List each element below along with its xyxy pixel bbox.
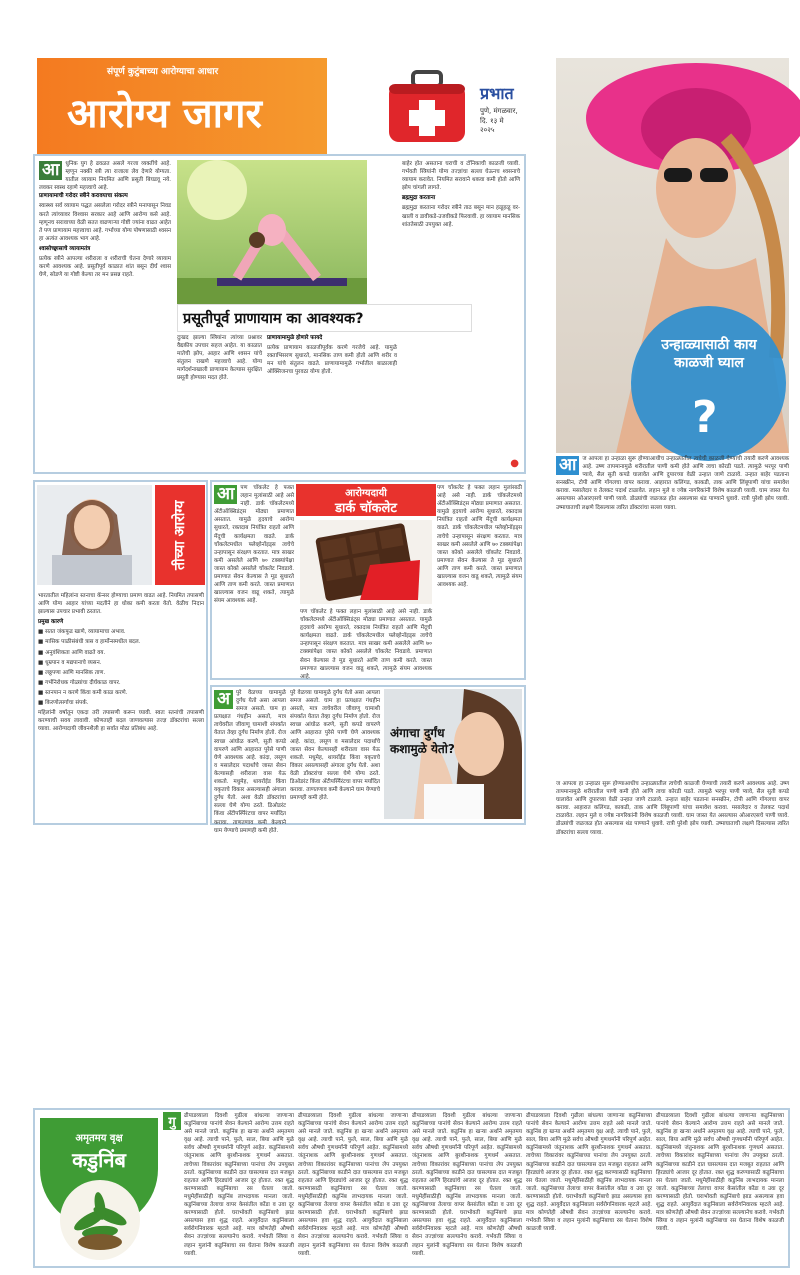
pranayam-col4-text: बाहेर होत असताना घराची व टॉनिकाची काळजी घ्यावी. गर्भवती स्त्रियांनी योग्य तज्ज्ञांचा सल्ला घेऊनच श्वसनाचे व्यायाम करावेत. नियमित सरावाने थकवा कमी होतो आणि झोप चांगली लागते.: [402, 161, 520, 192]
summer-question-mark: ?: [692, 392, 718, 443]
masthead-tagline: संपूर्ण कुटुंबाच्या आरोग्याचा आधार: [107, 67, 219, 77]
pranayam-headline: प्रसूतीपूर्व प्राणायाम का आवश्यक?: [177, 304, 472, 332]
women-health-subhead: प्रमुख कारणे: [38, 619, 64, 626]
drop-cap: आ: [556, 456, 579, 475]
odor-col-1: [214, 689, 286, 834]
summer-headline: उन्हाळ्यासाठी काय काळजी घ्याल: [661, 337, 757, 371]
pranayam-column-2: [177, 334, 262, 470]
pranayam-subhead-2: श्वासोच्छ्वासाचे व्यायामतंत्र: [39, 245, 91, 252]
yoga-photo: [177, 160, 367, 310]
neem-banner-line-2: कडुनिंब: [72, 1148, 126, 1172]
pranayam-subhead-4: ब्रह्ममुद्रा करताना: [402, 195, 436, 202]
chocolate-col-1: [214, 484, 294, 676]
chocolate-text-3: पण चॉकलेट हे फक्त लहान मुलांसाठी आहे असे नाही. डार्क चॉकलेटमध्ये अँटीऑक्सिडंट्स मोठ्या प्रमाणात असतात. यामुळे हृदयाचे आरोग्य सुधारते, रक्तदाब नियंत्रित राहतो आणि मेंदूची कार्यक्षमता वाढते. डार्क चॉकलेटमधील फ्लेव्होनॉइड्स त्वचेचे उन्हापासून संरक्षण करतात. मात्र साखर कमी असलेले आणि ७० टक्क्यांपेक्षा जास्त कोको असलेले चॉकलेट निवडावे. प्रमाणात सेवन केल्यास ते मूड सुधारते आणि ताण कमी करते. जास्त प्रमाणात खाल्ल्यास वजन वाढू शकते, त्यामुळे संयम आवश्यक आहे.: [437, 485, 522, 589]
neem-col-1: [184, 1112, 294, 1264]
pranayam-col3-text: प्रत्येक प्राणायाम काळजीपूर्वक करणे गरजेचे आहे. यामुळे रक्ताभिसरण सुधारते, मानसिक ताण कमी होतो आणि शरीर व मन यांचे संतुलन वाढते. प्राणायामामुळे गर्भातील बाळालाही ऑक्सिजनचा पुरवठा योग्य होतो.: [267, 345, 397, 376]
summer-body-text: ज आपला हा उन्हाळा सुरू होण्याआधीच उन्हाळ्यातील त्वचेची काळजी घेण्याची तयारी करणे आवश्यक आहे. उष्ण तापमानामुळे शरीरातील पाणी कमी होते आणि त्वचा कोरडी पडते. त्यामुळे भरपूर पाणी प्यावे, सैल सुती कपडे घालावेत आणि दुपारच्या वेळी उन्हात जाणे टाळावे. उन्हात बाहेर पडताना सनस्क्रीन, टोपी आणि गॉगलचा वापर करावा. आहारात कलिंगड, काकडी, ताक आणि लिंबूपाणी यांचा समावेश करावा. मसालेदार व तेलकट पदार्थ टाळावेत. लहान मुले व ज्येष्ठ नागरिकांनी विशेष काळजी घ्यावी. घाम जास्त येत असल्यास ओआरएसचे पाणी घ्यावे. डोळ्यांची जळजळ होत असल्यास थंड पाण्याने धुवावे. रात्री पुरेशी झोप घ्यावी. उष्माघाताची लक्षणे दिसल्यास त्वरित डॉक्टरांचा सल्ला घ्यावा.: [556, 456, 789, 511]
date: दि. १३ मे २०२५: [480, 117, 504, 134]
women-health-banner-text: तीच्या आरोग्य: [172, 500, 188, 570]
pranayam-subhead-1: प्राणायामाची गरोदर स्त्रीने करावयाचा संकल्प: [39, 193, 128, 200]
neem-text-4: ढीपाडव्याला दिवशी गुढीला बांधल्या जाणाऱ्या कडुनिंबाच्या पानांचे सेवन केल्याने आरोग्य उत्तम राहते असे मानले जाते. कडुनिंब हा खऱ्या अर्थाने अमृतमय वृक्ष आहे. त्याची पाने, फुले, साल, बिया आणि मुळे सर्वच औषधी गुणधर्मांनी परिपूर्ण आहेत. कडुनिंबामध्ये जंतुनाशक आणि बुरशीनाशक गुणधर्म असतात. त्वचेच्या विकारांवर कडुनिंबाच्या पानांचा लेप उपयुक्त ठरतो. कडुनिंबाच्या काडीने दात घासल्यास दात मजबूत राहतात आणि हिरड्यांचे आजार दूर होतात. रक्त शुद्ध करण्यासाठी कडुनिंबाचा रस घेतला जातो. मधुमेहींसाठीही कडुनिंब लाभदायक मानला जातो. कडुनिंबाच्या तेलाचा वापर केसांतील कोंडा व उवा दूर करण्यासाठी होतो. घराभोवती कडुनिंबाचे झाड असल्यास हवा शुद्ध राहते. आयुर्वेदात कडुनिंबाला सर्वरोगनिवारक म्हटले आहे. मात्र कोणतेही औषधी सेवन तज्ज्ञांच्या सल्ल्यानेच करावे. गर्भवती स्त्रिया व लहान मुलांनी कडुनिंबाचा रस घेताना विशेष काळजी घ्यावी.: [526, 1113, 652, 1233]
neem-col-5: [656, 1112, 784, 1264]
masthead-title: आरोग्य जागर: [67, 90, 262, 137]
bullet-8: ■ किरणोत्सर्गाचा संपर्क.: [38, 700, 89, 707]
neem-col-3: [412, 1112, 522, 1264]
first-aid-kit-icon: [387, 70, 467, 146]
odor-text-1: पुरे वेळच्या घामामुळे दुर्गंध येतो असा आपला समज असतो. घाम हा प्रत्यक्षात गंधहीन असतो, मात्र त्वचेवरील जीवाणू घामाशी संपर्कात येतात तेव्हा दुर्गंध निर्माण होतो. रोज स्वच्छ आंघोळ करणे, सुती कपडे वापरणे आणि आहारात पुरेसे पाणी घेणे आवश्यक आहे. कांदा, लसूण व मसालेदार पदार्थांचे जास्त सेवन केल्यासही शरीराला वास येऊ शकतो. मधुमेह, थायरॉईड किंवा यकृताचे विकार असल्यासही अंगाला दुर्गंध येतो. अशा वेळी डॉक्टरांचा सल्ला घेणे योग्य ठरते. डिओडरंट किंवा अँटीपर्स्पिरंटचा वापर मर्यादित करावा. ताणतणाव कमी केल्याने घाम येण्याचे प्रमाणही कमी होते.: [214, 690, 286, 834]
neem-text-1: ढीपाडव्याला दिवशी गुढीला बांधल्या जाणाऱ्या कडुनिंबाच्या पानांचे सेवन केल्याने आरोग्य उत्तम राहते असे मानले जाते. कडुनिंब हा खऱ्या अर्थाने अमृतमय वृक्ष आहे. त्याची पाने, फुले, साल, बिया आणि मुळे सर्वच औषधी गुणधर्मांनी परिपूर्ण आहेत. कडुनिंबामध्ये जंतुनाशक आणि बुरशीनाशक गुणधर्म असतात. त्वचेच्या विकारांवर कडुनिंबाच्या पानांचा लेप उपयुक्त ठरतो. कडुनिंबाच्या काडीने दात घासल्यास दात मजबूत राहतात आणि हिरड्यांचे आजार दूर होतात. रक्त शुद्ध करण्यासाठी कडुनिंबाचा रस घेतला जातो. मधुमेहींसाठीही कडुनिंब लाभदायक मानला जातो. कडुनिंबाच्या तेलाचा वापर केसांतील कोंडा व उवा दूर करण्यासाठी होतो. घराभोवती कडुनिंबाचे झाड असल्यास हवा शुद्ध राहते. आयुर्वेदात कडुनिंबाला सर्वरोगनिवारक म्हटले आहे. मात्र कोणतेही औषधी सेवन तज्ज्ञांच्या सल्ल्यानेच करावे. गर्भवती स्त्रिया व लहान मुलांनी कडुनिंबाचा रस घेताना विशेष काळजी घ्यावी.: [184, 1113, 294, 1257]
drop-cap: आ: [39, 161, 62, 180]
chocolate-col-2: [300, 608, 432, 680]
dateline: पुणे, मंगळवार,: [480, 107, 518, 115]
neem-banner-line-1: अमृतमय वृक्ष: [75, 1133, 123, 1144]
chocolate-text-2: पण चॉकलेट हे फक्त लहान मुलांसाठी आहे असे नाही. डार्क चॉकलेटमध्ये अँटीऑक्सिडंट्स मोठ्या प्रमाणात असतात. यामुळे हृदयाचे आरोग्य सुधारते, रक्तदाब नियंत्रित राहतो आणि मेंदूची कार्यक्षमता वाढते. डार्क चॉकलेटमधील फ्लेव्होनॉइड्स त्वचेचे उन्हापासून संरक्षण करतात. मात्र साखर कमी असलेले आणि ७० टक्क्यांपेक्षा जास्त कोको असलेले चॉकलेट निवडावे. प्रमाणात सेवन केल्यास ते मूड सुधारते आणि ताण कमी करते. जास्त प्रमाणात खाल्ल्यास वजन वाढू शकते, त्यामुळे संयम आवश्यक आहे.: [300, 609, 432, 680]
neem-col-4: [526, 1112, 652, 1264]
bullet-2: ■ मासिक पाळीसंबंधी त्रास व हार्मोन्समधील बदल.: [38, 639, 141, 646]
chocolate-banner-line-1: आरोग्यदायी: [345, 488, 387, 499]
pranayam-para-2: प्रत्येक स्त्रीने आपल्या शरीराला व शरीराची चेतना देणारे व्यायाम करणे आवश्यक आहे. प्रसूतीपूर्व काळात शांत बसून दीर्घ श्वास घेणे, सोडणे या गोष्टी केल्या तर मन प्रसन्न राहते.: [39, 256, 171, 279]
masthead: [37, 58, 520, 155]
neem-text-5: ढीपाडव्याला दिवशी गुढीला बांधल्या जाणाऱ्या कडुनिंबाच्या पानांचे सेवन केल्याने आरोग्य उत्तम राहते असे मानले जाते. कडुनिंब हा खऱ्या अर्थाने अमृतमय वृक्ष आहे. त्याची पाने, फुले, साल, बिया आणि मुळे सर्वच औषधी गुणधर्मांनी परिपूर्ण आहेत. कडुनिंबामध्ये जंतुनाशक आणि बुरशीनाशक गुणधर्म असतात. त्वचेच्या विकारांवर कडुनिंबाच्या पानांचा लेप उपयुक्त ठरतो. कडुनिंबाच्या काडीने दात घासल्यास दात मजबूत राहतात आणि हिरड्यांचे आजार दूर होतात. रक्त शुद्ध करण्यासाठी कडुनिंबाचा रस घेतला जातो. मधुमेहींसाठीही कडुनिंब लाभदायक मानला जातो. कडुनिंबाच्या तेलाचा वापर केसांतील कोंडा व उवा दूर करण्यासाठी होतो. घराभोवती कडुनिंबाचे झाड असल्यास हवा शुद्ध राहते. आयुर्वेदात कडुनिंबाला सर्वरोगनिवारक म्हटले आहे. मात्र कोणतेही औषधी सेवन तज्ज्ञांच्या सल्ल्यानेच करावे. गर्भवती स्त्रिया व लहान मुलांनी कडुनिंबाचा रस घेताना विशेष काळजी घ्यावी.: [656, 1113, 784, 1233]
neem-leaves-photo: [60, 1180, 140, 1260]
odor-headline: अंगाचा दुर्गंध कशामुळे येतो?: [390, 726, 455, 756]
bullet-6: ■ गर्भनिरोधक गोळ्यांचा दीर्घकाळ वापर.: [38, 679, 121, 686]
summer-body-cont: [556, 780, 789, 1110]
pranayam-column-3: [267, 334, 397, 470]
woman-photo: [37, 485, 152, 585]
pranayam-intro: धुनिक युग हे ढवळत असले गरजा व्यक्तींचे आहे. म्हणून नक्की स्त्री त्या राजाला लेव देणारे योग्यता. यातील व्यायाम नियमित आणि प्रसूती बिघडवू नये. लवकर स्वस्थ रहाणे महत्त्वाचे आहे.: [39, 161, 171, 192]
end-mark-icon: ●: [510, 458, 519, 469]
bullet-5: ■ लठ्ठपणा आणि मानसिक ताण.: [38, 669, 106, 676]
drop-cap: आ: [214, 485, 237, 504]
pranayam-intro-column: [39, 160, 171, 470]
bullet-7: ■ स्तनपान न करणे किंवा कमी काळ करणे.: [38, 689, 128, 696]
article-pranayam: [33, 154, 526, 474]
summer-body: [556, 455, 789, 775]
newspaper-logo: प्रभात: [480, 84, 514, 103]
pranayam-subhead-3: प्राणायामामुळे होणारे फायदे: [267, 335, 323, 341]
chocolate-col-3: [437, 484, 522, 676]
pranayam-column-4: [402, 160, 520, 470]
neem-col-2: [298, 1112, 408, 1264]
chocolate-photo: [300, 520, 432, 604]
bullet-1: ■ सतत जंकफूड खाणे, व्यायामाचा अभाव.: [38, 629, 126, 636]
pranayam-col2-text: दुःखद झाल्या स्त्रियांना त्यांच्या प्रश्नावर वैद्यकीय उपचार सहज आहेत. या काळात मातेची झोप, आहार आणि श्वसन यांचे संतुलन राखणे महत्त्वाचे आहे. योग्य मार्गदर्शनाखाली प्राणायाम केल्यास सुरक्षित प्रसूती होण्यास मदत होते.: [177, 335, 262, 382]
pranayam-para-1: स्वास्थ्य सर्व व्यायाम पद्धत असलेला गरोदर स्त्रीने मनापासून निवड करते त्यांच्यावर विश्वास सरकार आहे आणि आरोग्य कसे आहे. म्हणूनच सरावाच्या वेळी सतत वाढणाऱ्या गोष्टी ज्यांना वाढत आहेत ते पण प्राणायाम महत्त्वाचा आहे. गर्भाच्या योग्य पोषणासाठी श्वसन हा अत्यंत आवश्यक भाग आहे.: [39, 203, 171, 242]
drop-cap: गु: [168, 1115, 176, 1130]
neem-text-3: ढीपाडव्याला दिवशी गुढीला बांधल्या जाणाऱ्या कडुनिंबाच्या पानांचे सेवन केल्याने आरोग्य उत्तम राहते असे मानले जाते. कडुनिंब हा खऱ्या अर्थाने अमृतमय वृक्ष आहे. त्याची पाने, फुले, साल, बिया आणि मुळे सर्वच औषधी गुणधर्मांनी परिपूर्ण आहेत. कडुनिंबामध्ये जंतुनाशक आणि बुरशीनाशक गुणधर्म असतात. त्वचेच्या विकारांवर कडुनिंबाच्या पानांचा लेप उपयुक्त ठरतो. कडुनिंबाच्या काडीने दात घासल्यास दात मजबूत राहतात आणि हिरड्यांचे आजार दूर होतात. रक्त शुद्ध करण्यासाठी कडुनिंबाचा रस घेतला जातो. मधुमेहींसाठीही कडुनिंब लाभदायक मानला जातो. कडुनिंबाच्या तेलाचा वापर केसांतील कोंडा व उवा दूर करण्यासाठी होतो. घराभोवती कडुनिंबाचे झाड असल्यास हवा शुद्ध राहते. आयुर्वेदात कडुनिंबाला सर्वरोगनिवारक म्हटले आहे. मात्र कोणतेही औषधी सेवन तज्ज्ञांच्या सल्ल्यानेच करावे. गर्भवती स्त्रिया व लहान मुलांनी कडुनिंबाचा रस घेताना विशेष काळजी घ्यावी.: [412, 1113, 522, 1257]
women-health-text: [38, 592, 204, 820]
neem-text-2: ढीपाडव्याला दिवशी गुढीला बांधल्या जाणाऱ्या कडुनिंबाच्या पानांचे सेवन केल्याने आरोग्य उत्तम राहते असे मानले जाते. कडुनिंब हा खऱ्या अर्थाने अमृतमय वृक्ष आहे. त्याची पाने, फुले, साल, बिया आणि मुळे सर्वच औषधी गुणधर्मांनी परिपूर्ण आहेत. कडुनिंबामध्ये जंतुनाशक आणि बुरशीनाशक गुणधर्म असतात. त्वचेच्या विकारांवर कडुनिंबाच्या पानांचा लेप उपयुक्त ठरतो. कडुनिंबाच्या काडीने दात घासल्यास दात मजबूत राहतात आणि हिरड्यांचे आजार दूर होतात. रक्त शुद्ध करण्यासाठी कडुनिंबाचा रस घेतला जातो. मधुमेहींसाठीही कडुनिंब लाभदायक मानला जातो. कडुनिंबाच्या तेलाचा वापर केसांतील कोंडा व उवा दूर करण्यासाठी होतो. घराभोवती कडुनिंबाचे झाड असल्यास हवा शुद्ध राहते. आयुर्वेदात कडुनिंबाला सर्वरोगनिवारक म्हटले आहे. मात्र कोणतेही औषधी सेवन तज्ज्ञांच्या सल्ल्यानेच करावे. गर्भवती स्त्रिया व लहान मुलांनी कडुनिंबाचा रस घेताना विशेष काळजी घ्यावी.: [298, 1113, 408, 1257]
pranayam-para-4: ब्रह्ममुद्रा करताना गरोदर स्त्रीने ताठ बसून मान हळूहळू वर-खाली व डावीकडे-उजवीकडे फिरवावी. हा व्यायाम मानसिक शांततेसाठी उपयुक्त आहे.: [402, 205, 520, 228]
drop-cap: अ: [214, 690, 233, 709]
odor-col-2: [290, 689, 380, 821]
bullet-3: ■ अनुवंशिकता आणि वाढते वय.: [38, 649, 106, 656]
women-health-tail: महिलांनी वर्षातून एकदा तरी तपासणी करून घ्यावी. स्वतः स्तनांची तपासणी करण्याची सवय लावावी. कोणताही बदल जाणवल्यास तज्ज्ञ डॉक्टरांचा सल्ला घ्यावा. आरोग्यदायी जीवनशैली हा सर्वात मोठा प्रतिबंध आहे.: [38, 710, 204, 733]
chocolate-text-1: पण चॉकलेट हे फक्त लहान मुलांसाठी आहे असे नाही. डार्क चॉकलेटमध्ये अँटीऑक्सिडंट्स मोठ्या प्रमाणात असतात. यामुळे हृदयाचे आरोग्य सुधारते, रक्तदाब नियंत्रित राहतो आणि मेंदूची कार्यक्षमता वाढते. डार्क चॉकलेटमधील फ्लेव्होनॉइड्स त्वचेचे उन्हापासून संरक्षण करतात. मात्र साखर कमी असलेले आणि ७० टक्क्यांपेक्षा जास्त कोको असलेले चॉकलेट निवडावे. प्रमाणात सेवन केल्यास ते मूड सुधारते आणि ताण कमी करते. जास्त प्रमाणात खाल्ल्यास वजन वाढू शकते, त्यामुळे संयम आवश्यक आहे.: [214, 485, 294, 605]
women-health-intro: भारतातील महिलांना स्तनाचा कॅन्सर होण्याचा प्रमाण वाढत आहे. नियमित तपासणी आणि योग्य आहार यांच्या मदतीने हा धोका कमी करता येतो. वेळीच निदान झाल्यास उपचार प्रभावी ठरतात.: [38, 593, 204, 616]
odor-text-2: पुरे वेळच्या घामामुळे दुर्गंध येतो असा आपला समज असतो. घाम हा प्रत्यक्षात गंधहीन असतो, मात्र त्वचेवरील जीवाणू घामाशी संपर्कात येतात तेव्हा दुर्गंध निर्माण होतो. रोज स्वच्छ आंघोळ करणे, सुती कपडे वापरणे आणि आहारात पुरेसे पाणी घेणे आवश्यक आहे. कांदा, लसूण व मसालेदार पदार्थांचे जास्त सेवन केल्यासही शरीराला वास येऊ शकतो. मधुमेह, थायरॉईड किंवा यकृताचे विकार असल्यासही अंगाला दुर्गंध येतो. अशा वेळी डॉक्टरांचा सल्ला घेणे योग्य ठरते. डिओडरंट किंवा अँटीपर्स्पिरंटचा वापर मर्यादित करावा. ताणतणाव कमी केल्याने घाम येण्याचे प्रमाणही कमी होते.: [290, 690, 380, 802]
chocolate-banner-line-2: डार्क चॉकलेट: [335, 501, 397, 516]
summer-body-text-2: ज आपला हा उन्हाळा सुरू होण्याआधीच उन्हाळ्यातील त्वचेची काळजी घेण्याची तयारी करणे आवश्यक आहे. उष्ण तापमानामुळे शरीरातील पाणी कमी होते आणि त्वचा कोरडी पडते. त्यामुळे भरपूर पाणी प्यावे, सैल सुती कपडे घालावेत आणि दुपारच्या वेळी उन्हात जाणे टाळावे. उन्हात बाहेर पडताना सनस्क्रीन, टोपी आणि गॉगलचा वापर करावा. आहारात कलिंगड, काकडी, ताक आणि लिंबूपाणी यांचा समावेश करावा. मसालेदार व तेलकट पदार्थ टाळावेत. लहान मुले व ज्येष्ठ नागरिकांनी विशेष काळजी घ्यावी. घाम जास्त येत असल्यास ओआरएसचे पाणी घ्यावे. डोळ्यांची जळजळ होत असल्यास थंड पाण्याने धुवावे. रात्री पुरेशी झोप घ्यावी. उष्माघाताची लक्षणे दिसल्यास त्वरित डॉक्टरांचा सल्ला घ्यावा.: [556, 781, 789, 836]
bullet-4: ■ धूम्रपान व मद्यपानाचे व्यसन.: [38, 659, 102, 666]
